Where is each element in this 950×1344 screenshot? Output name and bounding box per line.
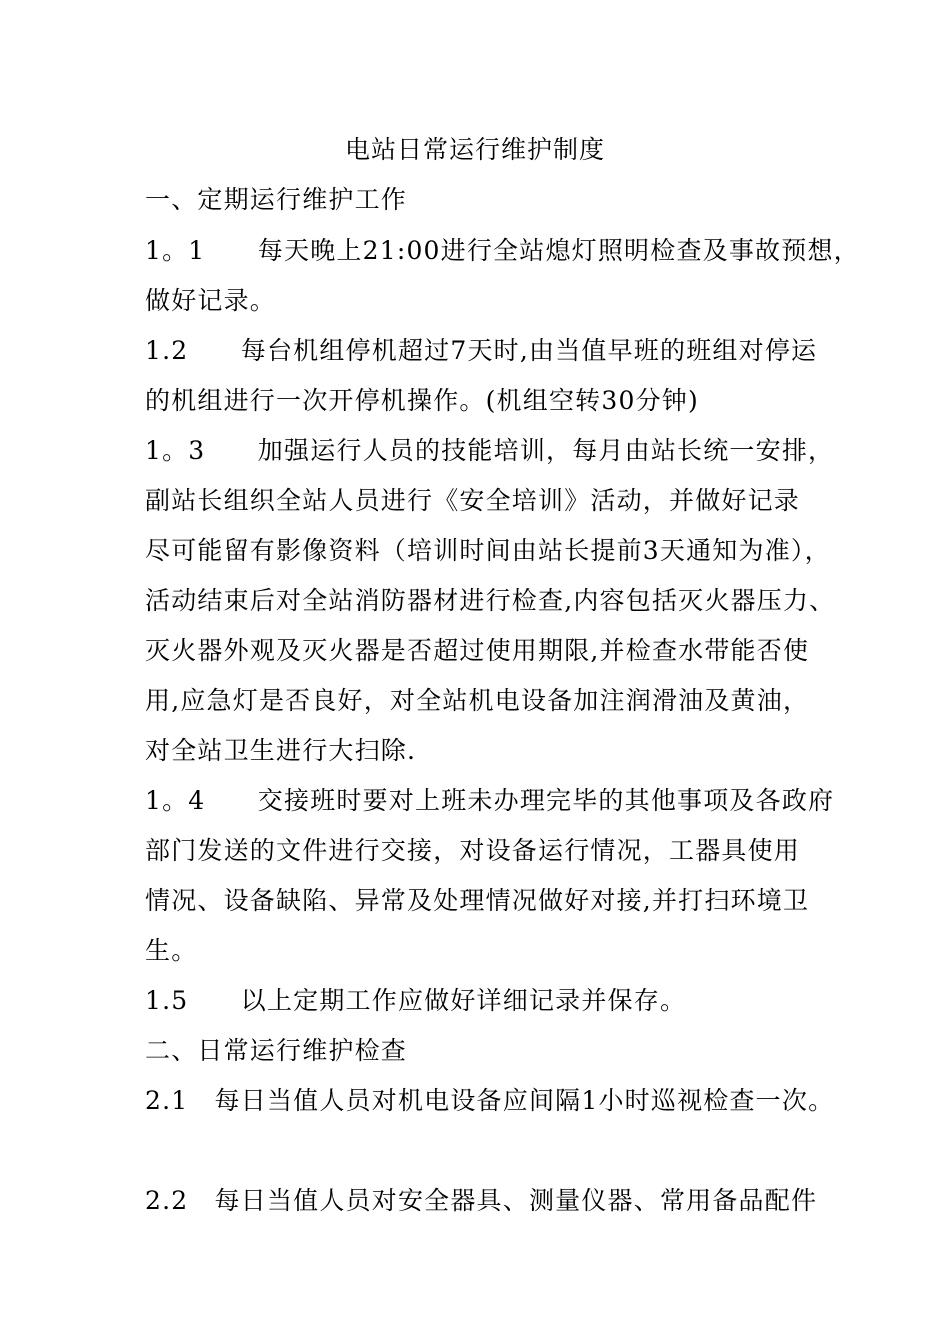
paragraph-line: 1。1 每天晚上21:00进行全站熄灯照明检查及事故预想，: [145, 236, 860, 265]
paragraph-line: 1.5 以上定期工作应做好详细记录并保存。: [145, 986, 687, 1015]
document-title: 电站日常运行维护制度: [344, 135, 605, 164]
paragraph-line: 的机组进行一次开停机操作。(机组空转30分钟): [145, 386, 699, 415]
paragraph-line: 活动结束后对全站消防器材进行检查,内容包括灭火器压力、: [145, 586, 836, 615]
paragraph-line: 部门发送的文件进行交接，对设备运行情况，工器具使用: [145, 836, 801, 865]
paragraph-line: 尽可能留有影像资料（培训时间由站长提前3天通知为准），: [145, 536, 831, 565]
paragraph-line: 情况、设备缺陷、异常及处理情况做好对接,并打扫环境卫: [145, 886, 810, 915]
section-heading-2: 二、日常运行维护检查: [145, 1036, 408, 1065]
paragraph-line: 2.1 每日当值人员对机电设备应间隔1小时巡视检查一次。: [145, 1086, 835, 1115]
paragraph-line: 做好记录。: [145, 286, 277, 315]
paragraph-line: 副站长组织全站人员进行《安全培训》活动，并做好记录: [145, 486, 801, 515]
paragraph-line: 1。3 加强运行人员的技能培训，每月由站长统一安排，: [145, 436, 835, 465]
section-heading-1: 一、定期运行维护工作: [145, 185, 408, 214]
paragraph-line: 灭火器外观及灭火器是否超过使用期限,并检查水带能否使: [145, 636, 810, 665]
paragraph-line: 2.2 每日当值人员对安全器具、测量仪器、常用备品配件: [145, 1186, 818, 1215]
paragraph-line: 生。: [145, 936, 198, 965]
paragraph-line: 对全站卫生进行大扫除.: [145, 736, 417, 765]
paragraph-line: 1。4 交接班时要对上班未办理完毕的其他事项及各政府: [145, 786, 835, 815]
paragraph-line: 1.2 每台机组停机超过7天时,由当值早班的班组对停运: [145, 336, 818, 365]
paragraph-line: 用,应急灯是否良好，对全站机电设备加注润滑油及黄油，: [145, 686, 810, 715]
